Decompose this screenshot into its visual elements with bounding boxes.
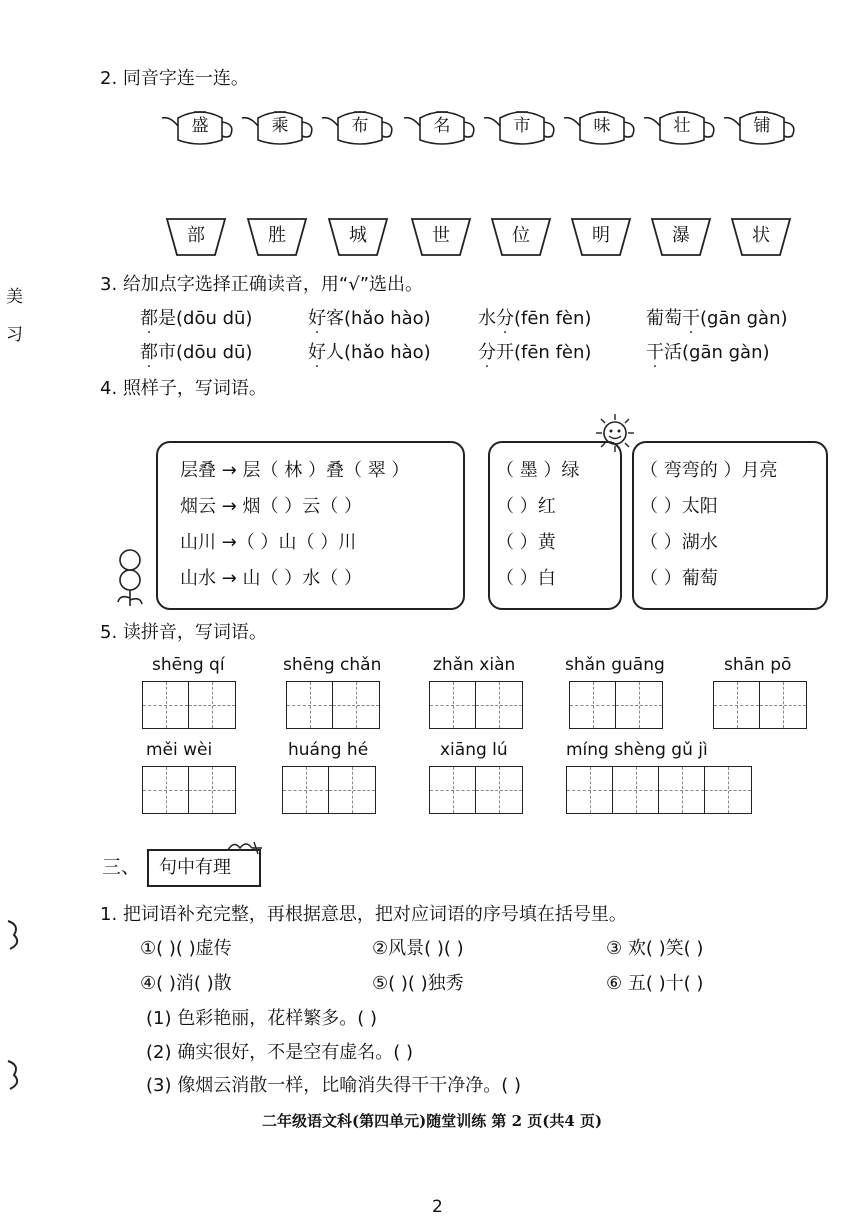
writing-grid[interactable] <box>142 681 236 729</box>
grid-cell[interactable] <box>287 682 333 728</box>
pinyin-choice <box>140 342 252 364</box>
box3-line: （ ）葡萄 <box>640 568 718 589</box>
grid-cell[interactable] <box>659 767 705 813</box>
pinyin-options: 人(hǎo hào) <box>326 342 431 363</box>
idiom-6: ⑥ 五( )十( ) <box>606 973 704 994</box>
dotted-char: 都 <box>140 342 158 363</box>
grid-cell[interactable] <box>760 682 806 728</box>
teapot-item <box>482 104 562 148</box>
pinyin-label: shǎn guāng <box>565 655 665 675</box>
meaning-2: (2) 确实很好，不是空有虚名。( ) <box>146 1042 413 1063</box>
q3-title: 3. 给加点字选择正确读音，用“√”选出。 <box>100 274 424 295</box>
teapot-char: 市 <box>513 116 531 136</box>
box1-line: 山川 →（ ）山（ ）川 <box>180 532 357 553</box>
teapot-char: 壮 <box>673 116 691 136</box>
teapot-char: 乘 <box>271 116 289 136</box>
teapot-item <box>320 104 400 148</box>
cup-char: 城 <box>349 225 367 246</box>
grid-cell[interactable] <box>714 682 760 728</box>
writing-grid[interactable] <box>429 766 523 814</box>
meaning-3: (3) 像烟云消散一样，比喻消失得干干净净。( ) <box>146 1075 521 1096</box>
cup-char: 状 <box>752 225 770 246</box>
grid-cell[interactable] <box>476 682 522 728</box>
bird-icon <box>224 836 264 858</box>
section-title: 句中有理 <box>159 857 231 878</box>
teapot-item <box>562 104 642 148</box>
binding-hole-mark <box>4 915 26 955</box>
pinyin-choice <box>646 308 788 330</box>
cup-char: 世 <box>432 225 450 246</box>
pinyin-options: (fēn fèn) <box>514 308 592 329</box>
writing-grid[interactable] <box>142 766 236 814</box>
section-number: 三、 <box>102 856 141 878</box>
dotted-char: 干 <box>682 308 700 329</box>
pinyin-options: (gān gàn) <box>700 308 788 329</box>
idiom-2: ②风景( )( ) <box>372 938 464 959</box>
pinyin-choice <box>478 308 591 330</box>
meaning-1: (1) 色彩艳丽，花样繁多。( ) <box>146 1008 377 1029</box>
pinyin-choice <box>140 308 252 330</box>
flower-icon <box>108 546 156 610</box>
writing-grid[interactable] <box>429 681 523 729</box>
cup-char: 明 <box>592 225 610 246</box>
pinyin-label: shān pō <box>724 655 792 675</box>
dotted-char: 干 <box>646 342 664 363</box>
writing-grid[interactable] <box>566 766 752 814</box>
grid-cell[interactable] <box>329 767 375 813</box>
teapot-item <box>642 104 722 148</box>
pinyin-options: 开(fēn fèn) <box>496 342 592 363</box>
grid-cell[interactable] <box>616 682 662 728</box>
idiom-5: ⑤( )( )独秀 <box>372 973 464 994</box>
box1-line: 层叠 → 层（ 林 ）叠（ 翠 ） <box>180 460 410 481</box>
cup-item <box>650 217 712 257</box>
dotted-char: 分 <box>496 308 514 329</box>
binding-hole-mark <box>4 1055 26 1095</box>
pinyin-label: shēng chǎn <box>283 655 382 675</box>
teapot-char: 名 <box>433 116 451 136</box>
grid-cell[interactable] <box>570 682 616 728</box>
grid-cell[interactable] <box>143 682 189 728</box>
box2-line: （ ）红 <box>496 496 556 517</box>
grid-cell[interactable] <box>430 767 476 813</box>
grid-cell[interactable] <box>189 767 235 813</box>
pinyin-choice <box>478 342 591 364</box>
teapot-char: 盛 <box>191 116 209 136</box>
box1-line: 山水 → 山（ ）水（ ） <box>180 568 362 589</box>
idiom-3: ③ 欢( )笑( ) <box>606 938 704 959</box>
q5-title: 5. 读拼音，写词语。 <box>100 622 267 643</box>
box2-line: （ ）黄 <box>496 532 556 553</box>
cup-char: 位 <box>512 225 530 246</box>
sun-icon <box>594 412 636 454</box>
writing-grid[interactable] <box>569 681 663 729</box>
s3-q1-text: 1. 把词语补充完整，再根据意思，把对应词语的序号填在括号里。 <box>100 904 627 925</box>
grid-cell[interactable] <box>476 767 522 813</box>
page-number: 2 <box>432 1197 443 1217</box>
grid-cell[interactable] <box>333 682 379 728</box>
box3-line: （ ）湖水 <box>640 532 718 553</box>
cup-item <box>327 217 389 257</box>
pinyin-label: xiāng lú <box>440 740 508 760</box>
grid-cell[interactable] <box>613 767 659 813</box>
box1-line: 烟云 → 烟（ ）云（ ） <box>180 496 362 517</box>
teapot-char: 布 <box>351 116 369 136</box>
grid-cell[interactable] <box>567 767 613 813</box>
box3-line: （ 弯弯的 ）月亮 <box>640 460 778 481</box>
pinyin-choice <box>646 342 770 364</box>
cup-char: 胜 <box>268 225 286 246</box>
grid-cell[interactable] <box>283 767 329 813</box>
cup-item <box>165 217 227 257</box>
pinyin-choice <box>308 308 431 330</box>
idiom-1: ①( )( )虚传 <box>140 938 232 959</box>
cup-char: 部 <box>187 225 205 246</box>
box3-line: （ ）太阳 <box>640 496 718 517</box>
cup-item <box>246 217 308 257</box>
box2-line: （ ）白 <box>496 568 556 589</box>
cup-char: 瀑 <box>672 225 690 246</box>
teapot-item <box>722 104 802 148</box>
pinyin-options: 是(dōu dū) <box>158 308 253 329</box>
side-label-2: 习 <box>6 325 23 345</box>
pinyin-options: 市(dōu dū) <box>158 342 253 363</box>
teapot-char: 味 <box>593 116 611 136</box>
cup-item <box>730 217 792 257</box>
pinyin-options: 活(gān gàn) <box>664 342 770 363</box>
writing-grid[interactable] <box>286 681 380 729</box>
grid-cell[interactable] <box>430 682 476 728</box>
q2-title: 2. 同音字连一连。 <box>100 68 249 89</box>
cup-item <box>490 217 552 257</box>
pinyin-label: huáng hé <box>288 740 369 760</box>
page-footer: 二年级语文科(第四单元)随堂训练 第 2 页(共4 页) <box>262 1112 603 1130</box>
dotted-char: 分 <box>478 342 496 363</box>
pinyin-label: zhǎn xiàn <box>433 655 516 675</box>
cup-item <box>410 217 472 257</box>
q4-title: 4. 照样子，写词语。 <box>100 378 267 399</box>
plain-char: 葡萄 <box>646 308 682 329</box>
side-label-1: 美 <box>6 287 23 307</box>
dotted-char: 好 <box>308 342 326 363</box>
cup-item <box>570 217 632 257</box>
teapot-item <box>402 104 482 148</box>
pinyin-choice <box>308 342 431 364</box>
grid-cell[interactable] <box>143 767 189 813</box>
pinyin-label: míng shèng gǔ jì <box>566 740 708 760</box>
plain-char: 水 <box>478 308 496 329</box>
teapot-char: 铺 <box>753 116 771 136</box>
dotted-char: 都 <box>140 308 158 329</box>
writing-grid[interactable] <box>282 766 376 814</box>
dotted-char: 好 <box>308 308 326 329</box>
teapot-item <box>160 104 240 148</box>
writing-grid[interactable] <box>713 681 807 729</box>
pinyin-label: měi wèi <box>146 740 213 760</box>
pinyin-label: shēng qí <box>152 655 225 675</box>
idiom-4: ④( )消( )散 <box>140 973 232 994</box>
pinyin-options: 客(hǎo hào) <box>326 308 431 329</box>
teapot-item <box>240 104 320 148</box>
box2-line: （ 墨 ）绿 <box>496 460 580 481</box>
grid-cell[interactable] <box>705 767 751 813</box>
grid-cell[interactable] <box>189 682 235 728</box>
